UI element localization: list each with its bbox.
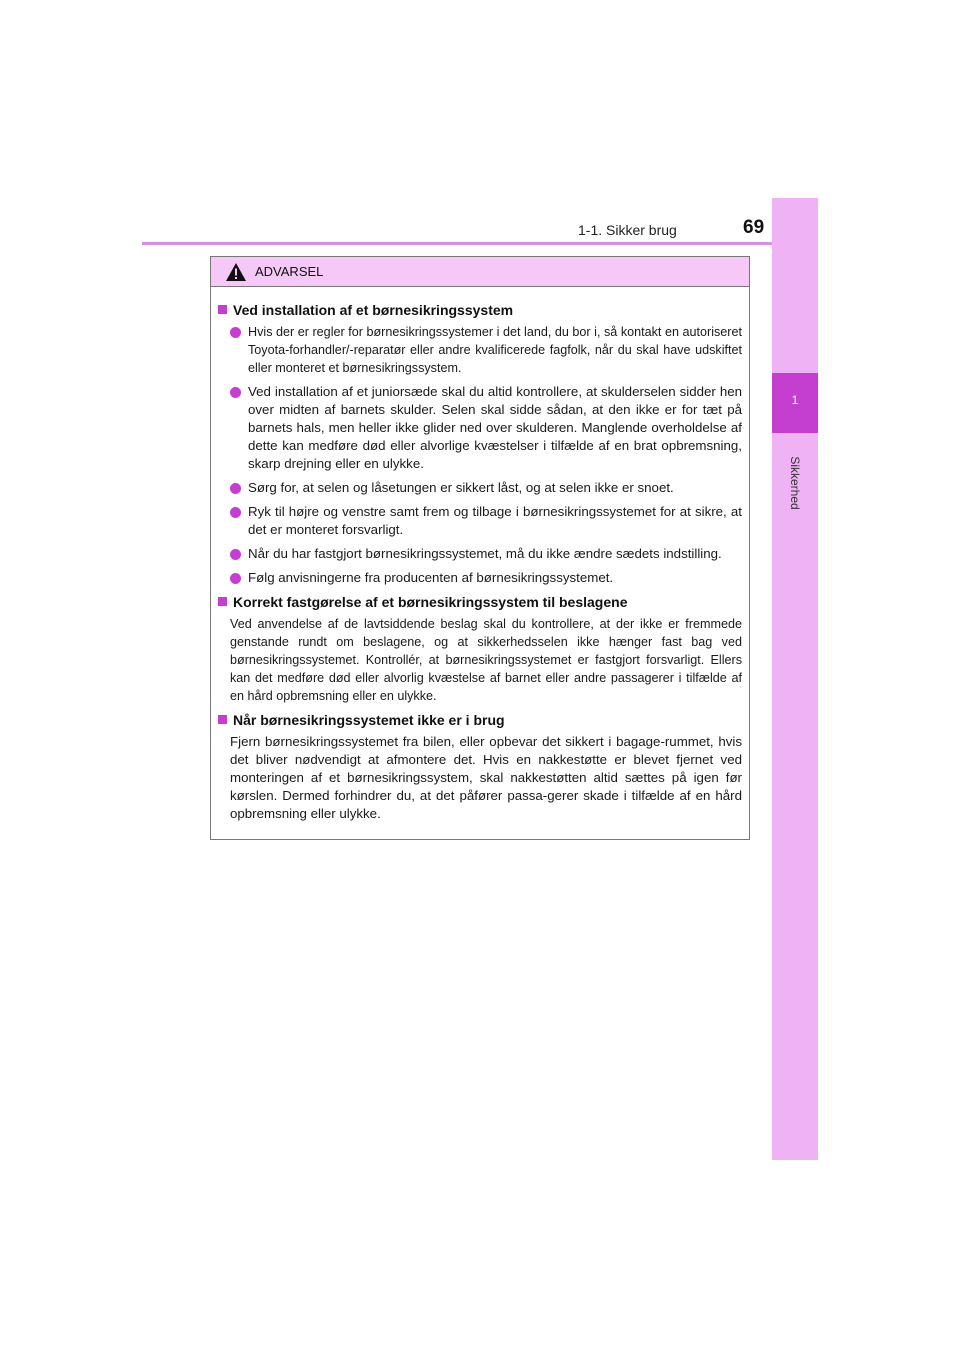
list-item: Følg anvisningerne fra producenten af børnesikringssystemet.: [218, 569, 742, 587]
chapter-number: 1: [791, 393, 799, 407]
list-item: Ved installation af et juniorsæde skal du altid kontrollere, at skulderselen sidder hen over midten af barnets skulder. Selen skal sidde sådan, at den ikke er for tæt på barnets hals, men heller ikke glider ned over skulderen. Manglende overholdelse af dette kan medføre død eller alvorlige kvæstelser i tilfælde af en brat opbremsning, skarp drejning eller en ulykke.: [218, 383, 742, 473]
circle-bullet-icon: [230, 387, 241, 398]
circle-bullet-icon: [230, 327, 241, 338]
section-paragraph-not-in-use: Fjern børnesikringssystemet fra bilen, eller opbevar det sikkert i bagage-rummet, hvis det bliver nødvendigt at afmontere det. Hvis en nakkestøtte er blevet fjernet ved monteringen af et børnesikringssystem, skal nakkestøtten altid sættes på igen før kørslen. Dermed forhindrer du, at det påfører passa-gerer skade i tilfælde af en hård opbremsning eller ulykke.: [230, 734, 742, 821]
square-bullet-icon: [218, 597, 227, 606]
section-heading-installation: Ved installation af et børnesikringssystem: [218, 301, 742, 319]
square-bullet-icon: [218, 715, 227, 724]
warning-triangle-icon: [225, 262, 247, 282]
circle-bullet-icon: [230, 483, 241, 494]
list-item: Sørg for, at selen og låsetungen er sikkert låst, og at selen ikke er snoet.: [218, 479, 742, 497]
list-item: Når du har fastgjort børnesikringssystemet, må du ikke ændre sædets indstilling.: [218, 545, 742, 563]
circle-bullet-icon: [230, 549, 241, 560]
circle-bullet-icon: [230, 573, 241, 584]
list-item: Hvis der er regler for børnesikringssystemer i det land, du bor i, så kontakt en autoriseret Toyota-forhandler/-reparatør eller andre kvalificerede fagfolk, når du skal have udskiftet eller monteret et børnesikringssystem.: [218, 323, 742, 377]
header-rule: [142, 242, 818, 245]
chapter-label-tab: [772, 438, 818, 528]
square-bullet-icon: [218, 305, 227, 314]
section-title: 1-1. Sikker brug: [578, 222, 677, 238]
section-heading-anchors: Korrekt fastgørelse af et børnesikringssystem til beslagene: [218, 593, 742, 611]
warning-header: [211, 257, 749, 287]
chapter-label: Sikkerhed: [788, 456, 802, 510]
list-item: Ryk til højre og venstre samt frem og tilbage i børnesikringssystemet for at sikre, at det er monteret forsvarligt.: [218, 503, 742, 539]
section-heading-not-in-use: Når børnesikringssystemet ikke er i brug: [218, 711, 742, 729]
chapter-side-tab: [772, 198, 818, 1160]
section-paragraph-anchors: Ved anvendelse af de lavtsiddende beslag skal du kontrollere, at der ikke er fremmede genstande rundt om beslagene, og at sikkerhedsselen ikke hænger fast bag ved børnesikringssystemet. Kontrollér, at børnesikringssystemet er fastgjort forsvarligt. Ellers kan det medføre død eller alvorlig kvæstelse af barnet eller andre passagerer i tilfælde af en hård opbremsning eller en ulykke.: [230, 617, 742, 703]
chapter-number-tab[interactable]: [772, 373, 818, 433]
warning-box: [210, 256, 750, 840]
warning-body: [211, 287, 749, 823]
circle-bullet-icon: [230, 507, 241, 518]
page-number: 69: [743, 217, 765, 238]
warning-title: ADVARSEL: [255, 264, 324, 279]
